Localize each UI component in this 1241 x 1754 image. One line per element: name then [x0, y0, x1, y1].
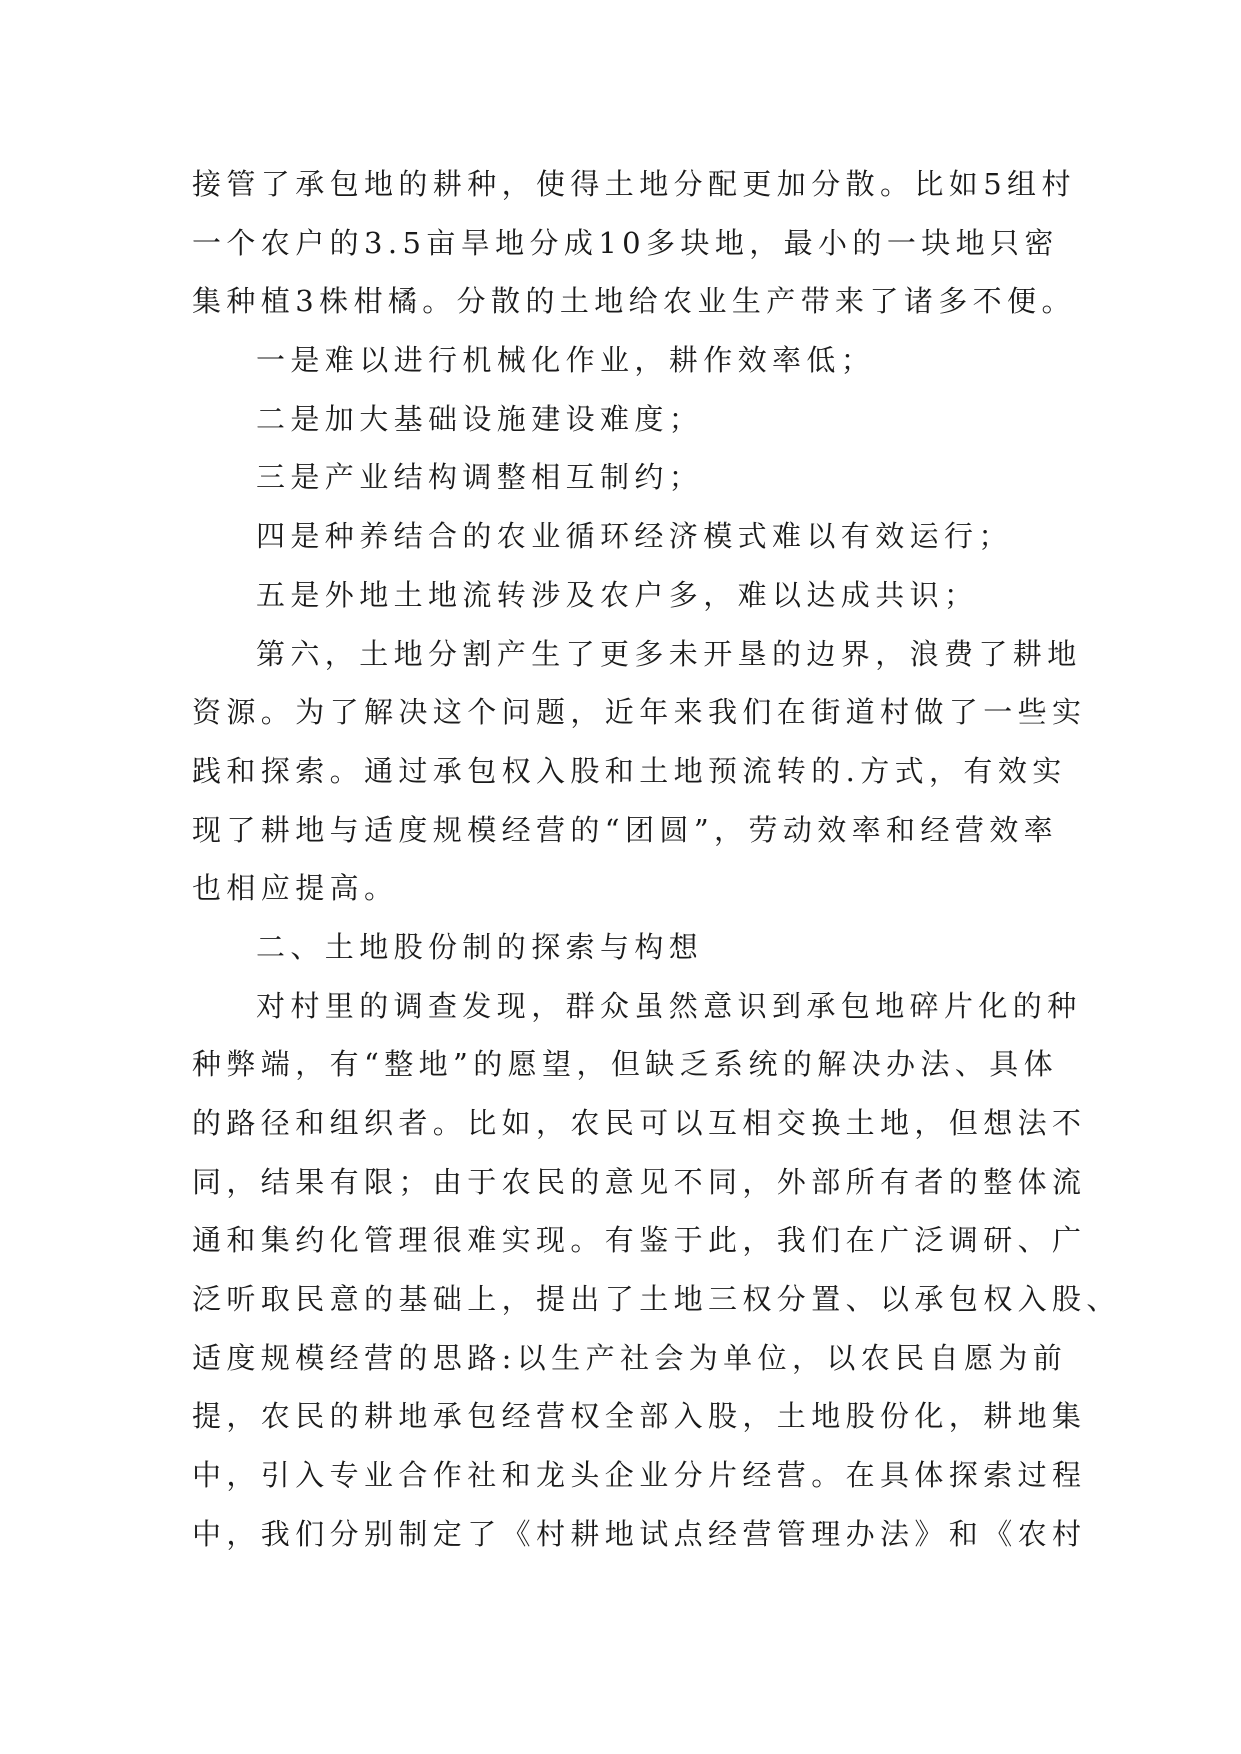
text-line: 也相应提高。 — [192, 871, 399, 906]
text-line: 集种植3株柑橘。分散的土地给农业生产带来了诸多不便。 — [192, 284, 1076, 319]
list-item: 三是产业结构调整相互制约； — [256, 460, 704, 495]
text-line: 一个农户的3.5亩旱地分成10多块地，最小的一块地只密 — [192, 225, 1059, 260]
paragraph-start: 第六，土地分割产生了更多未开垦的边界，浪费了耕地 — [256, 636, 1082, 671]
text-line: 种弊端，有“整地”的愿望，但缺乏系统的解决办法、具体 — [192, 1047, 1059, 1082]
list-item: 二是加大基础设施建设难度； — [256, 401, 704, 436]
text-line: 适度规模经营的思路:以生产社会为单位，以农民自愿为前 — [192, 1340, 1068, 1375]
text-line: 践和探索。通过承包权入股和土地预流转的.方式，有效实 — [192, 753, 1067, 788]
section-heading: 二、土地股份制的探索与构想 — [256, 929, 704, 964]
list-item: 四是种养结合的农业循环经济模式难以有效运行； — [256, 519, 1013, 554]
list-item: 一是难以进行机械化作业，耕作效率低； — [256, 343, 876, 378]
text-line: 提，农民的耕地承包经营权全部入股，土地股份化，耕地集 — [192, 1399, 1087, 1434]
text-line: 的路径和组织者。比如，农民可以互相交换土地，但想法不 — [192, 1106, 1087, 1140]
text-line: 接管了承包地的耕种，使得土地分配更加分散。比如5组村 — [192, 167, 1076, 201]
text-line: 泛听取民意的基础上，提出了土地三权分置、以承包权入股、 — [192, 1282, 1121, 1317]
text-line: 中，我们分别制定了《村耕地试点经营管理办法》和《农村 — [192, 1516, 1087, 1551]
text-line: 资源。为了解决这个问题，近年来我们在街道村做了一些实 — [192, 695, 1087, 730]
document-body — [192, 155, 1121, 1564]
text-line: 中，引入专业合作社和龙头企业分片经营。在具体探索过程 — [192, 1458, 1087, 1493]
paragraph-start: 对村里的调查发现，群众虽然意识到承包地碎片化的种 — [256, 988, 1082, 1023]
text-line: 通和集约化管理很难实现。有鉴于此，我们在广泛调研、广 — [192, 1223, 1087, 1258]
text-line: 同，结果有限；由于农民的意见不同，外部所有者的整体流 — [192, 1164, 1087, 1199]
list-item: 五是外地土地流转涉及农户多，难以达成共识； — [256, 577, 979, 612]
text-line: 现了耕地与适度规模经营的“团圆”，劳动效率和经营效率 — [192, 812, 1059, 847]
